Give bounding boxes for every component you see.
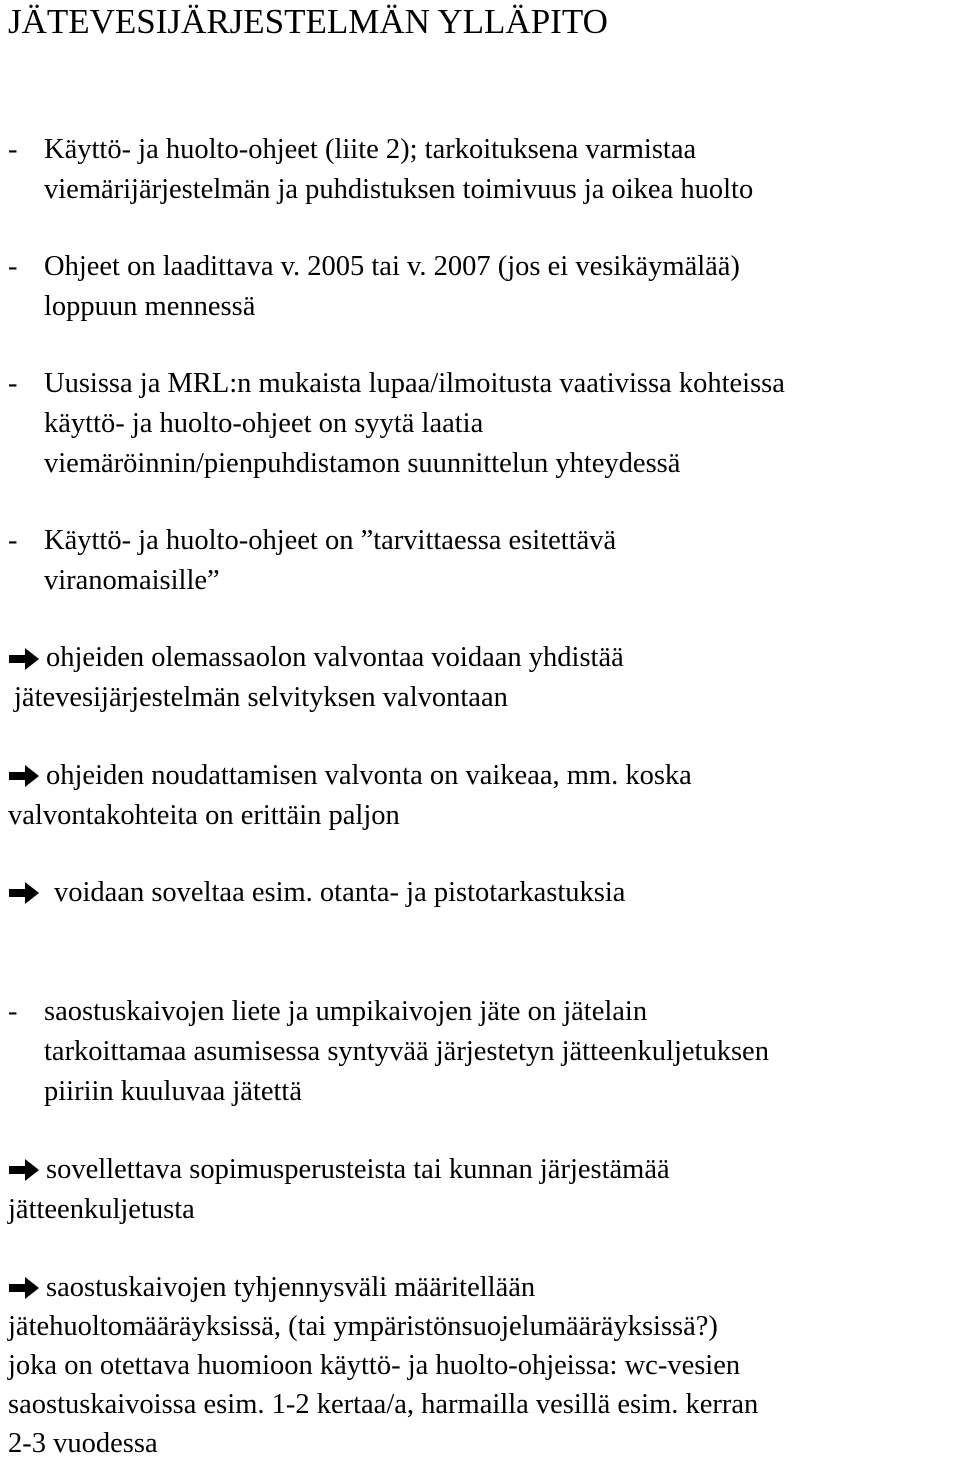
paragraph-line: viemäröinnin/pienpuhdistamon suunnittelun yhteydessä bbox=[44, 448, 681, 479]
right-arrow-icon bbox=[8, 880, 40, 906]
bullet-dash: - bbox=[8, 251, 18, 282]
paragraph-line: Käyttö- ja huolto-ohjeet (liite 2); tarkoituksena varmistaa bbox=[44, 134, 697, 165]
paragraph-line: ohjeiden olemassaolon valvontaa voidaan yhdistää bbox=[46, 642, 624, 673]
paragraph-line: Uusissa ja MRL:n mukaista lupaa/ilmoitusta vaativissa kohteissa bbox=[44, 368, 785, 399]
paragraph-line: Ohjeet on laadittava v. 2005 tai v. 2007 (jos ei vesikäymälää) bbox=[44, 251, 740, 282]
paragraph-line: saostuskaivoissa esim. 1-2 kertaa/a, harmailla vesillä esim. kerran bbox=[8, 1389, 759, 1420]
paragraph-line: joka on otettava huomioon käyttö- ja huolto-ohjeissa: wc-vesien bbox=[8, 1350, 741, 1381]
paragraph-line: jätehuoltomääräyksissä, (tai ympäristönsuojelumääräyksissä?) bbox=[8, 1311, 718, 1342]
paragraph-line: valvontakohteita on erittäin paljon bbox=[8, 800, 400, 831]
paragraph-line: jätevesijärjestelmän selvityksen valvontaan bbox=[14, 682, 508, 713]
paragraph-line: saostuskaivojen tyhjennysväli määritellään bbox=[46, 1272, 536, 1303]
paragraph-line: jätteenkuljetusta bbox=[8, 1194, 195, 1225]
right-arrow-icon bbox=[8, 1157, 40, 1183]
right-arrow-icon bbox=[8, 1275, 40, 1301]
right-arrow-icon bbox=[8, 763, 40, 789]
paragraph-line: piiriin kuuluvaa jätettä bbox=[44, 1076, 303, 1107]
paragraph-line: tarkoittamaa asumisessa syntyvää järjestetyn jätteenkuljetuksen bbox=[44, 1036, 769, 1067]
bullet-dash: - bbox=[8, 134, 18, 165]
paragraph-line: 2-3 vuodessa bbox=[8, 1428, 158, 1459]
bullet-dash: - bbox=[8, 525, 18, 556]
bullet-dash: - bbox=[8, 368, 18, 399]
right-arrow-icon bbox=[8, 646, 40, 672]
paragraph-line: Käyttö- ja huolto-ohjeet on ”tarvittaessa esitettävä bbox=[44, 525, 617, 556]
paragraph-line: saostuskaivojen liete ja umpikaivojen jäte on jätelain bbox=[44, 996, 648, 1027]
paragraph-line: viranomaisille” bbox=[44, 565, 220, 596]
bullet-dash: - bbox=[8, 996, 18, 1027]
paragraph-line: sovellettava sopimusperusteista tai kunnan järjestämää bbox=[46, 1154, 670, 1185]
paragraph-line: käyttö- ja huolto-ohjeet on syytä laatia bbox=[44, 408, 484, 439]
paragraph-line: ohjeiden noudattamisen valvonta on vaikeaa, mm. koska bbox=[46, 760, 692, 791]
paragraph-line: loppuun mennessä bbox=[44, 291, 256, 322]
paragraph-line: voidaan soveltaa esim. otanta- ja pistotarkastuksia bbox=[54, 877, 626, 908]
paragraph-line: viemärijärjestelmän ja puhdistuksen toimivuus ja oikea huolto bbox=[44, 174, 754, 205]
page-title: JÄTEVESIJÄRJESTELMÄN YLLÄPITO bbox=[8, 2, 608, 41]
